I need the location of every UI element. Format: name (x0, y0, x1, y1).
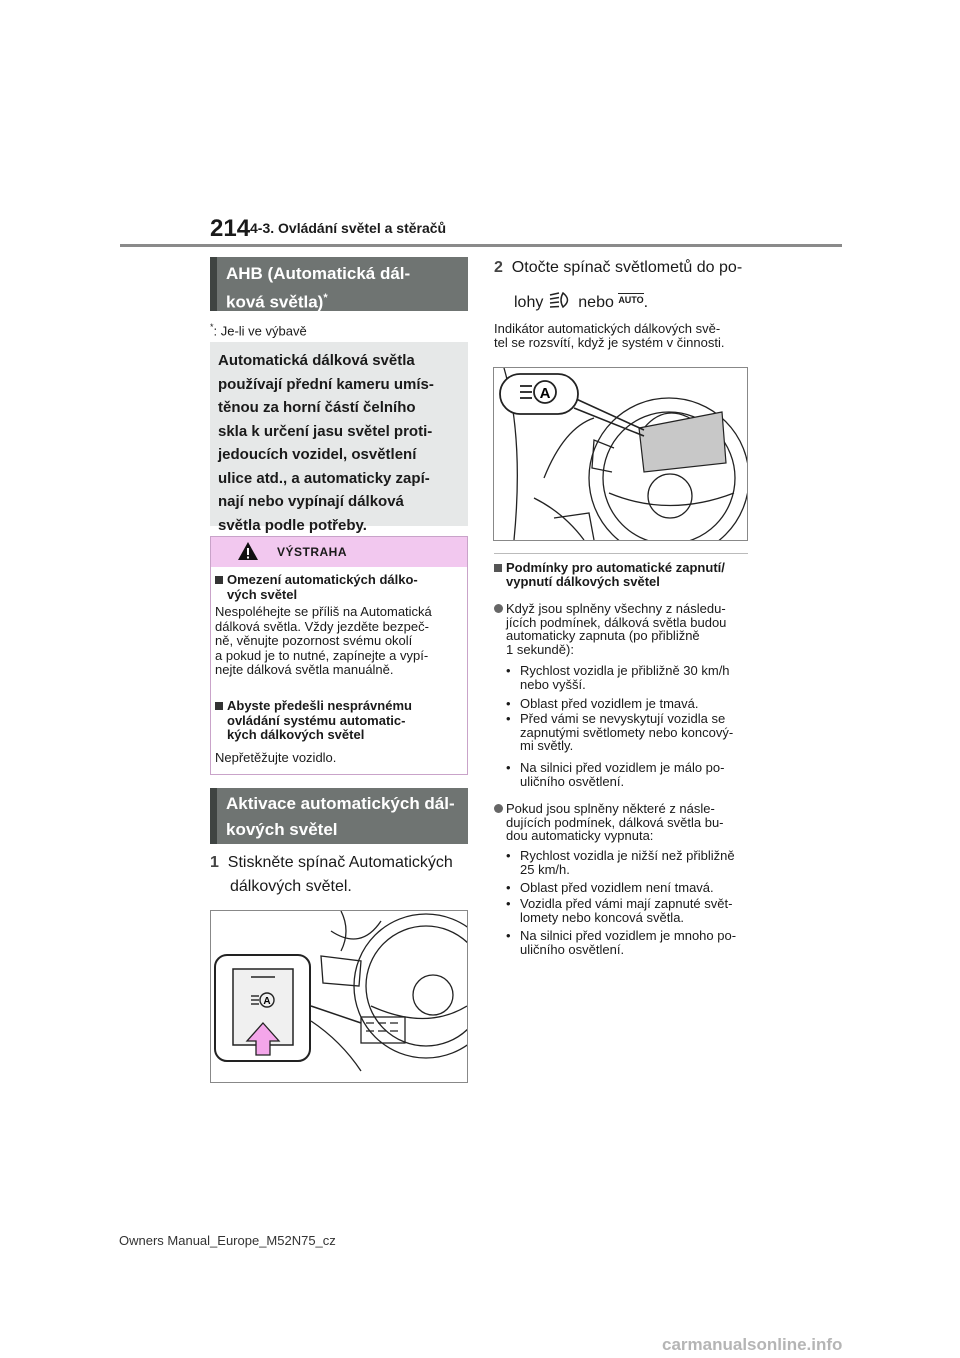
condition-item: • Na silnici před vozidlem je málo po- uličního osvětlení. (506, 761, 760, 788)
step-number: 2 (494, 259, 503, 276)
ahb-title-line1: AHB (Automatická dál- (226, 264, 411, 283)
warning-paragraph-2: Nepřetěžujte vozidlo. (215, 750, 337, 765)
header-stripe (210, 788, 217, 844)
activation-title-line2: kových světel (226, 820, 338, 839)
watermark: carmanualsonline.info (662, 1335, 843, 1354)
condition-item: • Oblast před vozidlem je tmavá. (506, 697, 760, 711)
condition-item: • Na silnici před vozidlem je mnoho po- uličního osvětlení. (506, 929, 760, 956)
warning-heading-2: Abyste předešli nesprávnému ovládání systému automatic- kých dálkových světel (215, 699, 459, 743)
step-1-line2: dálkových světel. (230, 878, 352, 895)
intro-line: jedoucích vozidel, osvětlení (218, 446, 417, 463)
intro-line: ulice atd., a automaticky zapí- (218, 469, 430, 487)
intro-line: používají přední kameru umís- (218, 375, 434, 393)
indicator-illustration (493, 367, 748, 541)
intro-box (210, 342, 468, 534)
section-title: 4-3. Ovládání světel a stěračů (250, 220, 447, 236)
intro-line: světla podle potřeby. (218, 516, 367, 534)
conditions-off-intro: Pokud jsou splněny některé z násle- dujících podmínek, dálková světla bu- dou automaticky vypnuta: (494, 802, 756, 843)
intro-line: Automatická dálková světla (218, 352, 415, 369)
step-1-line1: Stiskněte spínač Automatických (227, 854, 453, 871)
conditions-heading: Podmínky pro automatické zapnutí/ vypnutí dálkových světel (494, 561, 756, 588)
step-2-line2: lohy nebo $^{AUTO}$. (494, 288, 764, 315)
activation-title-line1: Aktivace automatických dál- (226, 794, 455, 813)
step-2 (494, 256, 764, 315)
ahb-title-mark: * (323, 292, 328, 304)
warning-title: VÝSTRAHA (277, 545, 348, 559)
header-rule (120, 244, 842, 247)
condition-item: • Rychlost vozidla je nižší než přibližně 25 km/h. (506, 849, 760, 876)
condition-item: • Rychlost vozidla je přibližně 30 km/h nebo vyšší. (506, 664, 760, 691)
condition-item: • Před vámi se nevyskytují vozidla se zapnutými světlomety nebo koncový- mi světly. (506, 712, 760, 753)
steering-wheel-drawing (494, 368, 747, 540)
ahb-switch-illustration (210, 910, 468, 1083)
headlight-icon (548, 291, 574, 309)
divider (494, 553, 748, 554)
step-1 (210, 851, 470, 899)
page-number: 214 (210, 215, 251, 242)
warning-heading-1: Omezení automatických dálko- vých světel (215, 573, 459, 602)
step-2-line1: Otočte spínač světlometů do po- (511, 259, 743, 276)
activation-section-header (210, 788, 468, 844)
conditions-on-intro: Když jsou splněny všechny z následu- jících podmínek, dálková světla budou automaticky zapnuta (po přibližně 1 sekundě): (494, 602, 756, 656)
ahb-section-header (210, 257, 468, 311)
warning-header (211, 537, 467, 567)
auto-icon: AUTO (618, 295, 644, 305)
dashboard-switch-drawing (211, 911, 467, 1082)
indicator-text: Indikátor automatických dálkových svě- tel se rozsvítí, když je systém v činnosti. (494, 321, 725, 350)
condition-item: • Vozidla před vámi mají zapnuté svět- lomety nebo koncová světla. (506, 897, 760, 924)
warning-triangle-icon (237, 541, 259, 561)
warning-paragraph-1: Nespoléhejte se příliš na Automatická dálková světla. Vždy jezděte bezpeč- ně, věnujte pozornost svému okolí a pokud je to nutné, zapínejte a vypí- nejte dálková světla manuálně. (215, 604, 432, 677)
ahb-indicator-letter: A (539, 385, 551, 402)
intro-line: skla k určení jasu světel proti- (218, 422, 433, 440)
warning-box (210, 536, 468, 775)
condition-item: • Oblast před vozidlem není tmavá. (506, 881, 760, 895)
ahb-title-line2: ková světla)* (226, 292, 328, 312)
intro-line: nají nebo vypínají dálková (218, 493, 404, 510)
header-stripe (210, 257, 217, 311)
footnote: *: Je-li ve výbavě (210, 322, 307, 339)
ahb-icon-letter: A (263, 996, 271, 1007)
intro-line: těnou za horní částí čelního (218, 399, 416, 416)
step-number: 1 (210, 854, 219, 871)
footer-text: Owners Manual_Europe_M52N75_cz (119, 1233, 336, 1248)
